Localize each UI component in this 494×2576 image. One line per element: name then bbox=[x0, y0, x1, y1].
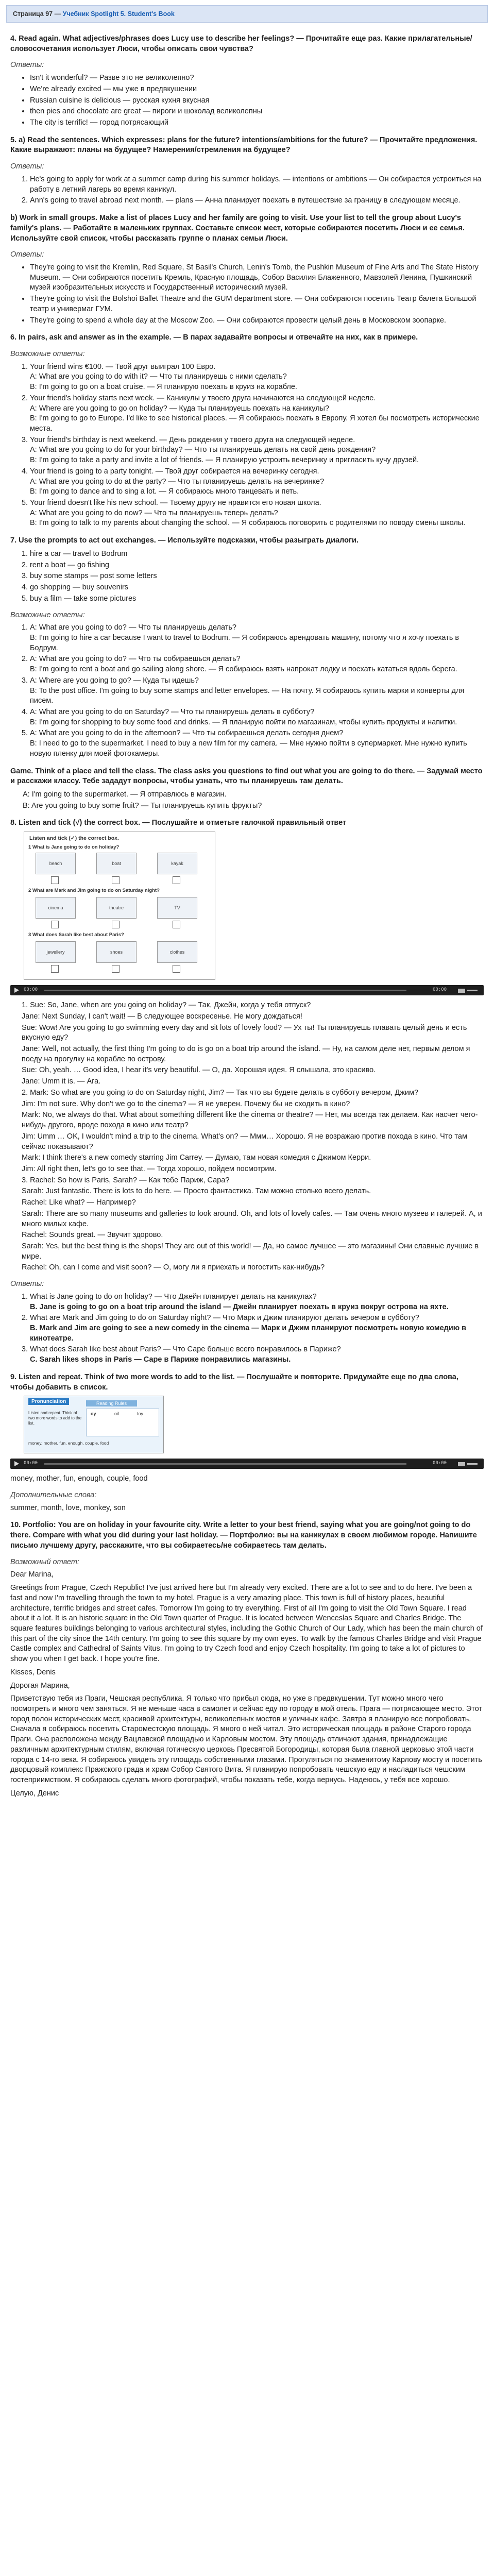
pronunciation-image bbox=[24, 1396, 164, 1453]
task-4-answers-label: Ответы: bbox=[10, 61, 44, 70]
task-5b-answers-label: Ответы: bbox=[10, 250, 44, 259]
list-item: 3. buy some stamps — post some letters bbox=[30, 571, 484, 582]
list-item bbox=[30, 654, 484, 674]
transcript-line: Mark: No, we always do that. What about something different like the cinema or theatre? — Нет, мы всегда так делаем. Как насчет чего-нибудь другого, вроде похода в кино или театр? bbox=[22, 1111, 478, 1130]
option-boat: boat bbox=[96, 853, 137, 874]
dialogue bbox=[30, 404, 484, 434]
dialogue-line: B: I'm going to hire a car because I want to travel to Bodrum. — Я собираюсь арендовать машину, потому что я хочу поехать в Бодрум. bbox=[30, 633, 459, 652]
list-item: 5. buy a film — take some pictures bbox=[30, 594, 484, 604]
letter-en-signature: Kisses, Denis bbox=[10, 1668, 56, 1676]
dialogue-line: B: I'm going to talk to my parents about changing the school. — Я собираюсь поговорить с родителями по поводу смены школы. bbox=[30, 519, 466, 528]
letter-ru-signature: Целую, Денис bbox=[10, 1789, 59, 1798]
task-7-answers-label: Возможные ответы: bbox=[10, 611, 85, 619]
task-4-question: 4. Read again. What adjectives/phrases does Lucy use to describe her feelings? — Прочитайте еще раз. Какие прилагательные/словосочетания использует Люси, чтобы описать свои чувства? bbox=[10, 35, 472, 53]
dialogue-line: A: What are you going to do at the party? — Что ты планируешь делать на вечеринке? bbox=[30, 477, 325, 486]
book-link[interactable]: Учебник Spotlight 5. Student's Book bbox=[62, 10, 175, 18]
list-item bbox=[30, 623, 484, 653]
task-7-list bbox=[10, 623, 484, 759]
option-cinema: cinema bbox=[36, 897, 76, 919]
task-10-question: 10. Portfolio: You are on holiday in your favourite city. Write a letter to your best friend, saying what you are going/not going to do there. Compare with what you did during your last holiday. — Портфолио: вы на каникулах в своем любимом городе. Напишите письмо лучшему другу, расскажите, что вы собираетесь/не собираетесь там делать. bbox=[10, 1521, 477, 1550]
list-item: 4. go shopping — buy souvenirs bbox=[30, 583, 484, 593]
option-jewellery: jewellery bbox=[36, 941, 76, 963]
option-tv: TV bbox=[157, 897, 197, 919]
dialogue-line: A: What are you going to do now? — Что ты планируешь теперь делать? bbox=[30, 509, 278, 517]
dialogue-line: B: I'm going to rent a boat and go sailing along shore. — Я собираюсь взять напрокат лодку и поехать кататься вдоль берега. bbox=[30, 665, 457, 674]
rule-oil: oil bbox=[114, 1411, 120, 1417]
list-item bbox=[30, 394, 484, 434]
breadcrumb-header bbox=[6, 5, 488, 23]
list-item bbox=[30, 728, 484, 759]
checkbox[interactable] bbox=[173, 921, 180, 928]
transcript-line: 1. Sue: So, Jane, when are you going on holiday? — Так, Джейн, когда у тебя отпуск? bbox=[22, 1001, 311, 1010]
checkbox[interactable] bbox=[112, 965, 120, 973]
transcript bbox=[22, 1001, 484, 1273]
checkbox[interactable] bbox=[51, 965, 59, 973]
task-9-extra-label: Дополнительные слова: bbox=[10, 1491, 97, 1500]
play-icon[interactable] bbox=[14, 1461, 19, 1466]
duration: 00:00 bbox=[433, 1461, 447, 1466]
option-shoes: shoes bbox=[96, 941, 137, 963]
list-item: • They're going to visit the Bolshoi Ballet Theatre and the GUM department store. — Они собираются посетить Театр балета Большой театр и универмаг ГУМ. bbox=[30, 294, 484, 314]
answer-question: What does Sarah like best about Paris? — Что Саре больше всего понравилось в Париже? bbox=[30, 1345, 341, 1354]
dialogue-line: B: I'm going to dance and to sing a lot. — Я собираюсь много танцевать и петь. bbox=[30, 487, 299, 496]
option-theatre: theatre bbox=[96, 897, 137, 919]
transcript-line: Rachel: Like what? — Например? bbox=[22, 1198, 136, 1207]
transcript-line: Jane: Well, not actually, the first thing I'm going to do is go on a boat trip around the island. — Ну, на самом деле нет, первым делом я поеду на прогулку на корабле по острову. bbox=[22, 1045, 470, 1063]
task-9-words: money, mother, fun, enough, couple, food bbox=[10, 1475, 148, 1483]
figure-instructions: Listen and repeat. Think of two more words to add to the list. bbox=[28, 1411, 82, 1426]
list-item: 2. Ann's going to travel abroad next month. — plans — Анна планирует поехать в путешествие за границу в следующем месяце. bbox=[30, 196, 484, 206]
dialogue-line: B: I'm going for shopping to buy some food and drinks. — Я планирую пойти по магазинам, чтобы купить продукты и напитки. bbox=[30, 718, 457, 726]
situation: Your friend doesn't like his new school. — Твоему другу не нравится его новая школа. bbox=[30, 499, 321, 507]
transcript-line: Sarah: Just fantastic. There is lots to do here. — Просто фантастика. Там можно столько всего делать. bbox=[22, 1187, 371, 1196]
figure-title: Listen and tick (✓) the correct box. bbox=[29, 835, 119, 842]
list-item: • The city is terrific! — город потрясающий bbox=[30, 118, 484, 128]
checkbox[interactable] bbox=[51, 876, 59, 884]
volume-icon[interactable] bbox=[458, 1462, 465, 1466]
transcript-line: Sue: Oh, yeah. … Good idea, I hear it's very beautiful. — О, да. Хорошая идея. Я слышала, это красиво. bbox=[22, 1066, 376, 1075]
transcript-line: Jane: Next Sunday, I can't wait! — В следующее воскресенье. Не могу дождаться! bbox=[22, 1012, 302, 1021]
transcript-line: Jim: I'm not sure. Why don't we go to the cinema? — Я не уверен. Почему бы не сходить в кино? bbox=[22, 1099, 350, 1108]
game-question: Game. Think of a place and tell the class. The class asks you questions to find out what you are going to do there. — Задумай место и расскажи классу. Тебе зададут вопросы, чтобы узнать, что ты планируешь там делать. bbox=[10, 767, 483, 786]
dialogue-line: B: Are you going to buy some fruit? — Ты планируешь купить фрукты? bbox=[23, 801, 262, 810]
volume-slider[interactable] bbox=[467, 990, 478, 991]
dialogue-line: 2. A: What are you going to do? — Что ты собираешься делать? bbox=[30, 655, 241, 664]
transcript-line: Jim: All right then, let's go to see that. — Тогда хорошо, пойдем посмотрим. bbox=[22, 1164, 277, 1173]
list-item bbox=[30, 676, 484, 706]
task-9-extra-words: summer, month, love, monkey, son bbox=[10, 1503, 126, 1512]
checkbox[interactable] bbox=[173, 965, 180, 973]
situation: Your friend is going to a party tonight. — Твой друг собирается на вечеринку сегодня. bbox=[30, 467, 319, 476]
dialogue bbox=[30, 509, 484, 529]
task-8-answers bbox=[10, 1292, 484, 1365]
list-item: • We're already excited — мы уже в предвкушении bbox=[30, 84, 484, 95]
list-item bbox=[30, 707, 484, 727]
header-prefix: Страница 97 — bbox=[13, 10, 63, 18]
audio-player-1[interactable] bbox=[10, 985, 484, 995]
checkbox[interactable] bbox=[112, 921, 120, 928]
list-item bbox=[30, 1292, 484, 1312]
task-5b-list bbox=[10, 263, 484, 326]
answer-question: What are Mark and Jim going to do on Saturday night? — Что Марк и Джим планируют делать вечером в субботу? bbox=[30, 1314, 419, 1323]
volume-slider[interactable] bbox=[467, 1463, 478, 1465]
answer-text: B. Jane is going to go on a boat trip around the island — Джейн планирует поехать в круиз вокруг острова на яхте. bbox=[30, 1302, 449, 1311]
dialogue-line: B: I'm going to go to Europe. I'd like to see historical places. — Я собираюсь поехать в Европу. Я хотел бы посмотреть исторические места. bbox=[30, 414, 480, 433]
list-item: • They're going to spend a whole day at the Moscow Zoo. — Они собираются провести целый день в Московском зоопарке. bbox=[30, 316, 484, 326]
task-9-question: 9. Listen and repeat. Think of two more words to add to the list. — Послушайте и повторите. Придумайте еще по два слова, чтобы добавить в список. bbox=[10, 1372, 458, 1392]
task-8-answers-label: Ответы: bbox=[10, 1280, 44, 1289]
game-dialogue bbox=[23, 790, 484, 811]
option-clothes: clothes bbox=[157, 941, 197, 963]
progress-track[interactable] bbox=[44, 990, 406, 991]
dialogue bbox=[30, 372, 484, 392]
dialogue-line: 4. A: What are you going to do on Saturday? — Что ты планируешь делать в субботу? bbox=[30, 707, 315, 716]
task-7-question: 7. Use the prompts to act out exchanges. — Используйте подсказки, чтобы разыграть диалоги. bbox=[10, 536, 359, 545]
current-time: 00:00 bbox=[24, 1461, 38, 1466]
dialogue-line: B: I need to go to the supermarket. I need to buy a new film for my camera. — Мне нужно пойти в супермаркет. Мне нужно купить новую пленку для моей фотокамеры. bbox=[30, 739, 467, 758]
dialogue-line: B: I'm going to take a party and invite a lot of friends. — Я планирую устроить вечеринку и пригласить кучу друзей. bbox=[30, 456, 419, 465]
dialogue-line: A: Where are you going to go on holiday? — Куда ты планируешь поехать на каникулы? bbox=[30, 404, 330, 413]
letter-ru-body: Приветствую тебя из Праги, Чешская республика. Я только что прибыл сюда, но уже в предвкушении. Тут можно много чего посмотреть и много чем заняться. Я не меньше часа в самолет и сейчас еду по городу в мой отель. Прага — потрясающее место. Этот город полон исторических мест, красивой архитектуры, великолепных мостов и уличных кафе. Завтра я планирую все попробовать. Сначала я собираюсь посетить Староместскую площадь. Я много о ней читал. Это историческая площадь в районе Старого города Праги. Она расположена между Вацлавской площадью и Карловым мостом. Эту площадь отличают здания, принадлежащие различным архитектурным стилям, включая готическую церковь Пресвятой Богородицы, которая была главной церковью этой части города с 14-го века. Я собираюсь увидеть эту площадь собственными глазами. Прогуляться по знаменитому Карлову мосту и посетить дворцовый комплекс Пражского града и храм Собор Святого Вита. Я планирую попробовать чешскую еду и насладиться чешским гостеприимством. Я собираюсь сделать много фотографий, чтобы показать тебе, когда вернусь. Надеюсь, у тебя все хорошо. bbox=[10, 1694, 483, 1784]
task-6-list bbox=[10, 362, 484, 529]
transcript-line: Jim: Umm … OK, I wouldn't mind a trip to the cinema. What's on? — Ммм… Хорошо. Я не возражаю против похода в кино. Что там сейчас показывают? bbox=[22, 1132, 467, 1151]
reading-rules-label: Reading Rules bbox=[86, 1400, 137, 1406]
checkbox[interactable] bbox=[112, 876, 120, 884]
list-item bbox=[30, 1313, 484, 1344]
list-item: 2. rent a boat — go fishing bbox=[30, 561, 484, 571]
situation: Your friend wins €100. — Твой друг выиграл 100 Евро. bbox=[30, 362, 216, 371]
dialogue-line: A: What are you going to do with it? — Что ты планируешь с ними сделать? bbox=[30, 372, 287, 381]
situation: Your friend's birthday is next weekend. — День рождения у твоего друга на следующей неделе. bbox=[30, 435, 355, 444]
list-item: • then pies and chocolate are great — пироги и шоколад великолепны bbox=[30, 107, 484, 117]
letter-en-greeting: Dear Marina, bbox=[10, 1570, 54, 1579]
task-6-answers-label: Возможные ответы: bbox=[10, 349, 85, 358]
list-item bbox=[30, 498, 484, 529]
dialogue-line: A: I'm going to the supermarket. — Я отправлюсь в магазин. bbox=[23, 790, 227, 799]
play-icon[interactable] bbox=[14, 988, 19, 993]
checkbox[interactable] bbox=[51, 921, 59, 928]
situation: Your friend's holiday starts next week. — Каникулы у твоего друга начинаются на следующей неделе. bbox=[30, 394, 376, 402]
task-5b-question: b) Work in small groups. Make a list of places Lucy and her family are going to visit. Use your list to tell the group about Lucy's family's plans. — Работайте в маленьких группах. Составьте список мест, которые собираются посетить Люси и ее семья. Используйте свой список, чтобы рассказать группе о планах семьи Люси. bbox=[10, 214, 465, 243]
duration: 00:00 bbox=[433, 987, 447, 993]
task-4-list bbox=[10, 73, 484, 128]
task-7-prompts bbox=[10, 549, 484, 604]
list-item: • They're going to visit the Kremlin, Red Square, St Basil's Church, Lenin's Tomb, the Pushkin Museum of Fine Arts and The State History Museum. — Они собираются посетить Кремль, Красную площадь, Собор Василия Блаженного, Мавзолей Ленина, Пушкинский музей изобразительных искусств и Государственный исторический музей. bbox=[30, 263, 484, 293]
list-item bbox=[30, 362, 484, 393]
figure-words: money, mother, fun, enough, couple, food bbox=[28, 1440, 109, 1446]
task-10-answers-label: Возможный ответ: bbox=[10, 1557, 79, 1566]
rule-toy: toy bbox=[137, 1411, 144, 1417]
letter-en-body: Greetings from Prague, Czech Republic! I've just arrived here but I'm already very excited. There are a lot to see and to do here. I've been a fast and now I'm travelling through the town to my hotel. Prague is a very amazing place. This town is full of history places, beautiful architecture, terrific bridges and street cafes. Tomorrow I'm going to try everything. First of all I'm going to visit the Old Town Square. I read about it a lot. It is an historic square in the Old Town quarter of Prague. It is located between Wenceslas Square and Charles Bridge. The square features buildings belonging to various architectural styles, including the Gothic Church of Our Lady, which has been the main church of this part of the city since the 14th century. I'm going to see this square by my own eyes. To walk by the famous Charles Bridge and visit Prague Castle complex and Cathedral of Saints Vitus. I'm going to try Czech food and enjoy Czech hospitality. I'm going to take a lot of pictures to show you when I get back. I hope you're fine. bbox=[10, 1584, 483, 1664]
content bbox=[0, 23, 494, 1799]
volume-icon[interactable] bbox=[458, 989, 465, 993]
transcript-line: 2. Mark: So what are you going to do on Saturday night, Jim? — Так что вы будете делать в субботу вечером, Джим? bbox=[22, 1088, 419, 1097]
dialogue bbox=[30, 445, 484, 465]
letter-ru-greeting: Дорогая Марина, bbox=[10, 1681, 70, 1690]
answer-question: What is Jane going to do on holiday? — Что Джейн планирует делать на каникулах? bbox=[30, 1292, 317, 1301]
rules-box bbox=[86, 1409, 159, 1436]
list-item: 1. He's going to apply for work at a summer camp during his summer holidays. — intentions or ambitions — Он собирается устроиться на работу в летний лагерь во время каникул. bbox=[30, 175, 484, 195]
transcript-line: Rachel: Sounds great. — Звучит здорово. bbox=[22, 1231, 163, 1240]
option-kayak: kayak bbox=[157, 853, 197, 874]
list-item: • Russian cuisine is delicious — русская кухня вкусная bbox=[30, 96, 484, 106]
answer-text: C. Sarah likes shops in Paris — Саре в Париже понравились магазины. bbox=[30, 1355, 291, 1364]
dialogue-line: B: To the post office. I'm going to buy some stamps and letter envelopes. — На почту. Я собираюсь купить марки и конверты для писем. bbox=[30, 686, 465, 705]
progress-track[interactable] bbox=[44, 1463, 406, 1465]
task-8-question: 8. Listen and tick (√) the correct box. — Послушайте и отметьте галочкой правильный ответ bbox=[10, 819, 347, 827]
dialogue-line: 3. A: Where are you going to go? — Куда ты идешь? bbox=[30, 676, 199, 685]
figure-question-3: 3 What does Sarah like best about Paris? bbox=[28, 932, 124, 938]
option-beach: beach bbox=[36, 853, 76, 874]
answer-text: B. Mark and Jim are going to see a new comedy in the cinema — Марк и Джим планируют посмотреть новую комедию в кинотеатре. bbox=[30, 1324, 467, 1343]
task-5a-question: 5. a) Read the sentences. Which expresses: plans for the future? intentions/ambitions for the future? — Прочитайте предложения. Какие выражают: планы на будущее? Намерения/стремления на будущее? bbox=[10, 135, 478, 155]
list-item bbox=[30, 467, 484, 497]
transcript-line: Sarah: There are so many museums and galleries to look around. Oh, and lots of lovely cafes. — Там очень много музеев и галерей. А, и много милых кафе. bbox=[22, 1209, 482, 1228]
listening-exercise-image bbox=[24, 832, 215, 980]
audio-player-2[interactable] bbox=[10, 1459, 484, 1469]
transcript-line: Rachel: Oh, can I come and visit soon? — О, могу ли я приехать и погостить как-нибудь? bbox=[22, 1263, 325, 1272]
transcript-line: Sarah: Yes, but the best thing is the shops! They are out of this world! — Да, но самое лучшее — это магазины! Они славные лучшие в мире. bbox=[22, 1242, 479, 1261]
dialogue bbox=[30, 477, 484, 497]
dialogue-line: 5. A: What are you going to do in the afternoon? — Что ты собираешься делать сегодня днем? bbox=[30, 729, 344, 738]
figure-question-1: 1 What is Jane going to do on holiday? bbox=[28, 844, 120, 851]
dialogue-line: 1. A: What are you going to do? — Что ты планируешь делать? bbox=[30, 623, 236, 632]
transcript-line: Mark: I think there's a new comedy starring Jim Carrey. — Думаю, там новая комедия с Джимом Керри. bbox=[22, 1154, 371, 1162]
transcript-line: 3. Rachel: So how is Paris, Sarah? — Как тебе Париж, Сара? bbox=[22, 1176, 230, 1184]
figure-question-2: 2 What are Mark and Jim going to do on Saturday night? bbox=[28, 888, 160, 894]
list-item: • Isn't it wonderful? — Разве это не великолепно? bbox=[30, 73, 484, 83]
list-item bbox=[30, 1345, 484, 1365]
list-item: 1. hire a car — travel to Bodrum bbox=[30, 549, 484, 560]
pronunciation-title: Pronunciation bbox=[28, 1398, 69, 1405]
transcript-line: Jane: Umm it is. — Ага. bbox=[22, 1077, 101, 1086]
task-5a-list bbox=[10, 175, 484, 206]
transcript-line: Sue: Wow! Are you going to go swimming every day and sit lots of lovely food? — Ух ты! Ты планируешь плавать целый день и есть вкусную еду? bbox=[22, 1023, 467, 1042]
rule-oy: oy bbox=[91, 1411, 96, 1417]
checkbox[interactable] bbox=[173, 876, 180, 884]
current-time: 00:00 bbox=[24, 987, 38, 993]
dialogue-line: A: What are you going to do for your birthday? — Что ты планируешь делать на свой день рождения? bbox=[30, 446, 376, 454]
task-5a-answers-label: Ответы: bbox=[10, 162, 44, 171]
dialogue-line: B: I'm going to go on a boat cruise. — Я планирую поехать в круиз на корабле. bbox=[30, 383, 297, 392]
list-item bbox=[30, 435, 484, 466]
task-6-question: 6. In pairs, ask and answer as in the example. — В парах задавайте вопросы и отвечайте на них, как в примере. bbox=[10, 333, 418, 342]
